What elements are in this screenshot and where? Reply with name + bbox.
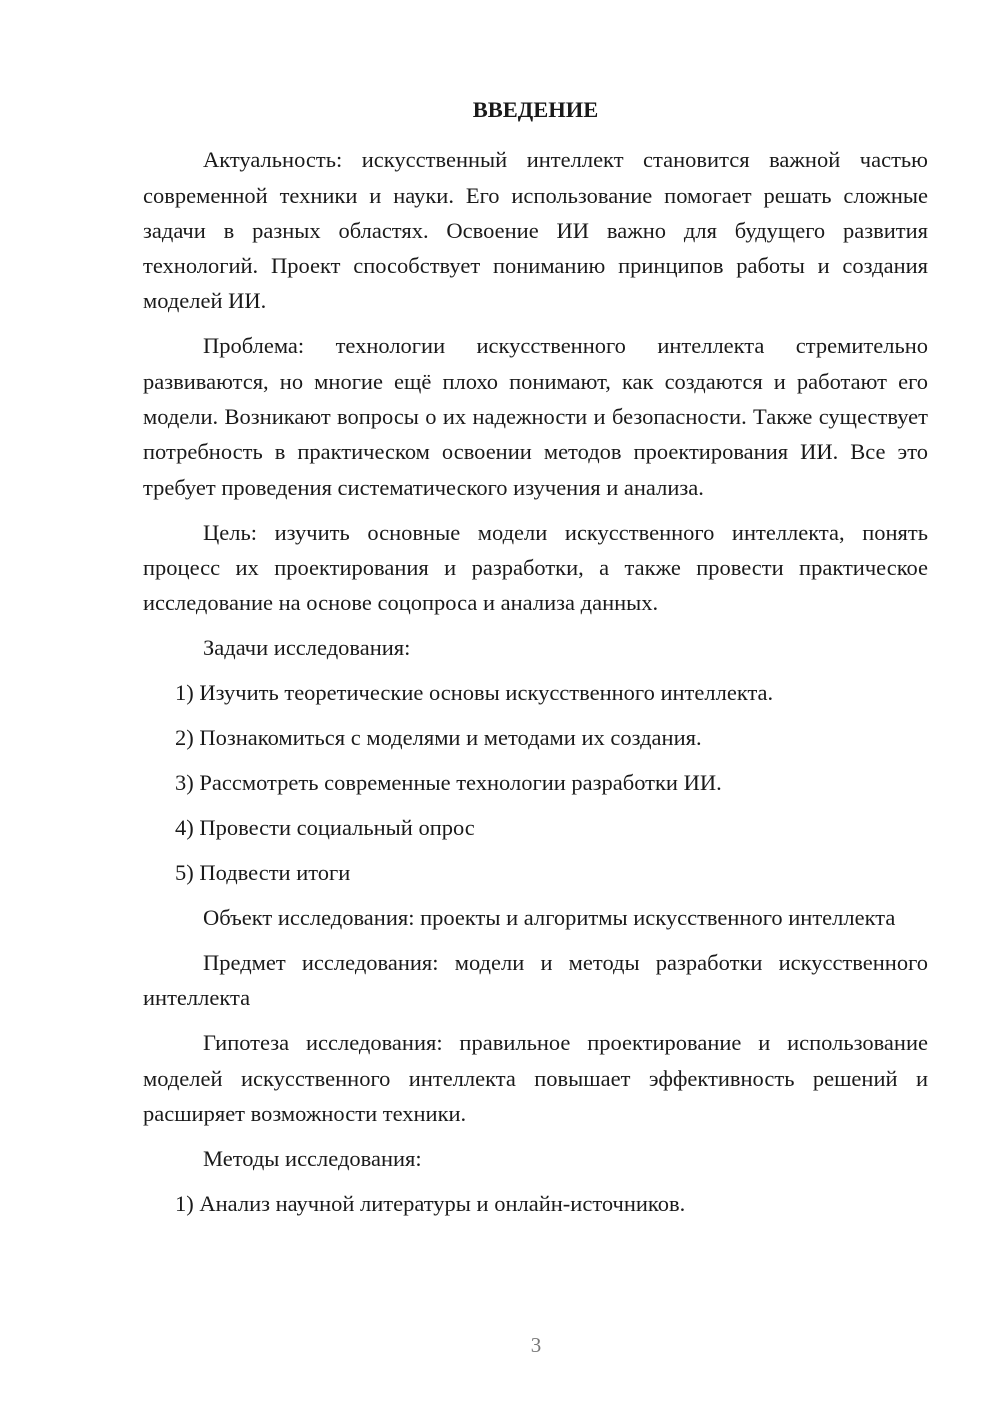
list-item: 3) Рассмотреть современные технологии разработки ИИ. bbox=[175, 770, 722, 796]
methods-heading: Методы исследования: bbox=[203, 1145, 422, 1171]
page-title: ВВЕДЕНИЕ bbox=[472, 97, 599, 122]
hypothesis-paragraph: Гипотеза исследования: правильное проектирование и использование моделей искусственного интеллекта повышает эффективность решений и расширяет возможности техники. bbox=[143, 1030, 928, 1126]
list-item: 1) Анализ научной литературы и онлайн-источников. bbox=[175, 1190, 686, 1216]
object-paragraph: Объект исследования: проекты и алгоритмы искусственного интеллекта bbox=[203, 905, 896, 931]
list-item: 5) Подвести итоги bbox=[175, 860, 351, 886]
list-item: 2) Познакомиться с моделями и методами их создания. bbox=[175, 725, 702, 751]
page-number: 3 bbox=[530, 1333, 542, 1357]
problem-paragraph: Проблема: технологии искусственного интеллекта стремительно развиваются, но многие ещё плохо понимают, как создаются и работают его модели. Возникают вопросы о их надежности и безопасности. Также существует потребность в практическом освоении методов проектирования ИИ. Все это требует проведения систематического изучения и анализа. bbox=[143, 333, 928, 500]
tasks-heading: Задачи исследования: bbox=[203, 635, 411, 661]
document-page bbox=[143, 92, 928, 1231]
list-item: 1) Изучить теоретические основы искусственного интеллекта. bbox=[175, 680, 774, 706]
list-item: 4) Провести социальный опрос bbox=[175, 815, 475, 841]
relevance-paragraph: Актуальность: искусственный интеллект становится важной частью современной техники и науки. Его использование помогает решать сложные задачи в разных областях. Освоение ИИ важно для будущего развития технологий. Проект способствует пониманию принципов работы и создания моделей ИИ. bbox=[143, 147, 928, 314]
subject-paragraph: Предмет исследования: модели и методы разработки искусственного интеллекта bbox=[143, 950, 928, 1011]
goal-paragraph: Цель: изучить основные модели искусственного интеллекта, понять процесс их проектирования и разработки, а также провести практическое исследование на основе соцопроса и анализа данных. bbox=[143, 519, 928, 616]
